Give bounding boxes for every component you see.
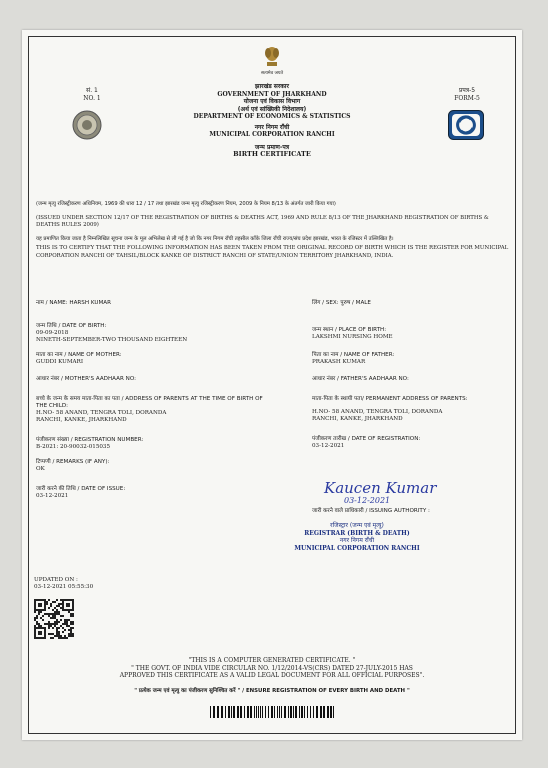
right-fields	[312, 300, 512, 450]
sex-label: लिंग / SEX:	[312, 300, 339, 306]
reg-date-value: 03-12-2021	[312, 443, 345, 449]
reg-number-label: पंजीकरण संख्या / REGISTRATION NUMBER:	[36, 437, 144, 443]
remarks-label: टिप्पणी / REMARKS (IF ANY):	[36, 459, 110, 465]
certify-hi: यह प्रमाणित किया जाता है निम्नलिखित सूचना जन्म के मूल अभिलेख से ली गई है जो कि नगर निगम राँची तहसील काँके जिला राँची राज्य/संघ प्रदेश झारखंड, भारत के रजिस्टर में उल्लिखित है।	[36, 235, 394, 242]
serial-number-en: NO. 1	[83, 94, 101, 102]
registration-logo-icon	[448, 110, 484, 140]
remarks-field	[36, 459, 266, 473]
mother-aadhaar-label: आधार नंबर / MOTHER'S AADHAAR NO:	[36, 376, 137, 382]
intro-section	[36, 201, 510, 260]
birth-address-field	[36, 396, 266, 424]
seal-icon	[72, 110, 102, 140]
registrar-en: REGISTRAR (BIRTH & DEATH)	[304, 529, 410, 537]
mother-value: GUDDI KUMARI	[36, 359, 84, 365]
issue-date-value: 03-12-2021	[36, 493, 69, 499]
signature-date: 03-12-2021	[344, 496, 391, 505]
footer-line1: "THIS IS A COMPUTER GENERATED CERTIFICATE. "	[188, 657, 356, 664]
issued-hi: (जन्म मृत्यु रजिस्ट्रीकरण अधिनियम, 1969 की धारा 12 / 17 तथा झारखंड जन्म मृत्यु रजिस्ट्रीकरण नियम, 2009 के नियम 8/13 के अंतर्गत जारी किया गया)	[36, 201, 336, 207]
mother-field	[36, 352, 266, 366]
footer-line3: APPROVED THIS CERTIFICATE AS A VALID LEGAL DOCUMENT FOR ALL OFFICIAL PURPOSES".	[119, 672, 425, 679]
father-field	[312, 352, 512, 366]
registrar-hi: रजिस्ट्रार (जन्म एवं मृत्यु)	[330, 522, 384, 529]
dob-words: NINETH-SEPTEMBER-TWO THOUSAND EIGHTEEN	[36, 337, 188, 343]
father-aadhaar-label: आधार नंबर / FATHER'S AADHAAR NO:	[312, 376, 409, 382]
gov-hi: झारखंड सरकार	[255, 83, 289, 90]
name-field	[36, 300, 266, 307]
sex-field	[312, 300, 512, 307]
dept-en: DEPARTMENT OF ECONOMICS & STATISTICS	[193, 113, 351, 120]
permanent-address-label: माता-पिता के स्थायी पता/ PERMANENT ADDRESS OF PARENTS:	[312, 396, 468, 402]
updated-label: UPDATED ON :	[34, 577, 78, 583]
registrar-corp-hi: नगर निगम राँची	[339, 537, 375, 544]
pob-field	[312, 327, 512, 341]
certificate-header	[172, 83, 372, 159]
serial-number-hi: सं. 1	[86, 87, 98, 94]
dob-value: 09-09-2018	[36, 330, 69, 336]
issue-date-label: जारी करने की तिथि / DATE OF ISSUE:	[36, 486, 126, 492]
left-fields	[36, 300, 266, 500]
birth-address-label: बच्चे के जन्म के समय माता-पिता का पता / ADDRESS OF PARENTS AT THE TIME OF BIRTH OF THE CHILD:	[36, 396, 263, 409]
father-value: PRAKASH KUMAR	[312, 359, 366, 365]
name-value: HARSH KUMAR	[69, 300, 111, 306]
certificate-sheet	[22, 30, 522, 740]
pob-label: जन्म स्थान / PLACE OF BIRTH:	[312, 327, 387, 333]
updated-value: 03-12-2021 05:55:30	[34, 584, 94, 590]
footer-slogan: " प्रत्येक जन्म एवं मृत्यु का पंजीकरण सुनिश्चित करें " / ENSURE REGISTRATION OF EVERY BIRTH AND DEATH "	[134, 688, 410, 694]
footer-notice	[82, 657, 462, 680]
remarks-value: OK	[36, 466, 45, 472]
form-number-en: FORM-5	[454, 94, 480, 102]
emblem-caption: सत्यमेव जयते	[260, 71, 284, 76]
gov-en: GOVERNMENT OF JHARKHAND	[217, 90, 327, 98]
page-title: BIRTH CERTIFICATE	[233, 150, 311, 158]
dept-hi2: (अर्थ एवं सांख्यिकी निदेशालय)	[237, 105, 307, 113]
corp-en: MUNICIPAL CORPORATION RANCHI	[209, 131, 335, 138]
birth-address-value: H.NO- 58 ANAND, TENGRA TOLI, DORANDA RANCHI, KANKE, JHARKHAND	[36, 410, 167, 423]
authority-signature: Kaucen Kumar	[324, 479, 437, 497]
title-hi: जन्म प्रमाण-पत्र	[254, 143, 290, 151]
barcode-icon	[210, 706, 336, 718]
issuing-authority-label: जारी करने वाले प्राधिकारी / ISSUING AUTHORITY :	[312, 508, 430, 514]
registrar-corp-en: MUNICIPAL CORPORATION RANCHI	[294, 544, 420, 552]
corp-hi: नगर निगम राँची	[254, 123, 290, 131]
serial-number	[77, 87, 107, 102]
permanent-address-field	[312, 396, 512, 423]
form-number-hi: प्रपत्र-5	[458, 87, 476, 94]
mother-label: माता का नाम / NAME OF MOTHER:	[36, 352, 122, 358]
dept-hi1: योजना एवं विकास विभाग	[243, 98, 301, 105]
reg-number-value: B-2021: 20-90032-015035	[36, 444, 111, 450]
qr-code-icon	[34, 599, 74, 639]
father-label: पिता का नाम / NAME OF FATHER:	[312, 352, 395, 358]
state-emblem-icon	[263, 45, 281, 69]
name-label: नाम / NAME:	[36, 300, 68, 306]
updated-on	[34, 577, 93, 591]
issue-date-field	[36, 486, 266, 500]
reg-date-label: पंजीकरण तारीख / DATE OF REGISTRATION:	[312, 436, 421, 442]
registrar-stamp	[292, 522, 422, 552]
reg-number-field	[36, 437, 266, 451]
certify-en: THIS IS TO CERTIFY THAT THE FOLLOWING INFORMATION HAS BEEN TAKEN FROM THE ORIGINAL RECORD OF BIRTH WHICH IS THE REGISTER FOR MUNICIPAL CORPORATION RANCHI OF TAHSIL/BLOCK KANKE OF DISTRICT RANCHI OF STATE/UNION TERRITORY JHARKHAND, INDIA.	[36, 245, 509, 259]
pob-value: LAKSHMI NURSING HOME	[312, 334, 393, 340]
reg-date-field	[312, 436, 512, 450]
issued-en: (ISSUED UNDER SECTION 12/17 OF THE REGISTRATION OF BIRTHS & DEATHS ACT, 1969 AND RULE 8/13 OF THE JHARKHAND REGISTRATION OF BIRTHS & DEATHS RULES 2009)	[36, 214, 489, 228]
dob-field	[36, 323, 266, 344]
dob-label: जन्म तिथि / DATE OF BIRTH:	[36, 323, 107, 329]
permanent-address-value: H.NO- 58 ANAND, TENGRA TOLI, DORANDA RANCHI, KANKE, JHARKHAND	[312, 409, 443, 422]
footer-line2: " THE GOVT. OF INDIA VIDE CIRCULAR NO. 1/12/2014-VS(CRS) DATED 27-JULY-2015 HAS	[131, 664, 413, 672]
form-number	[447, 87, 487, 102]
sex-value: पुरुष / MALE	[340, 300, 371, 306]
